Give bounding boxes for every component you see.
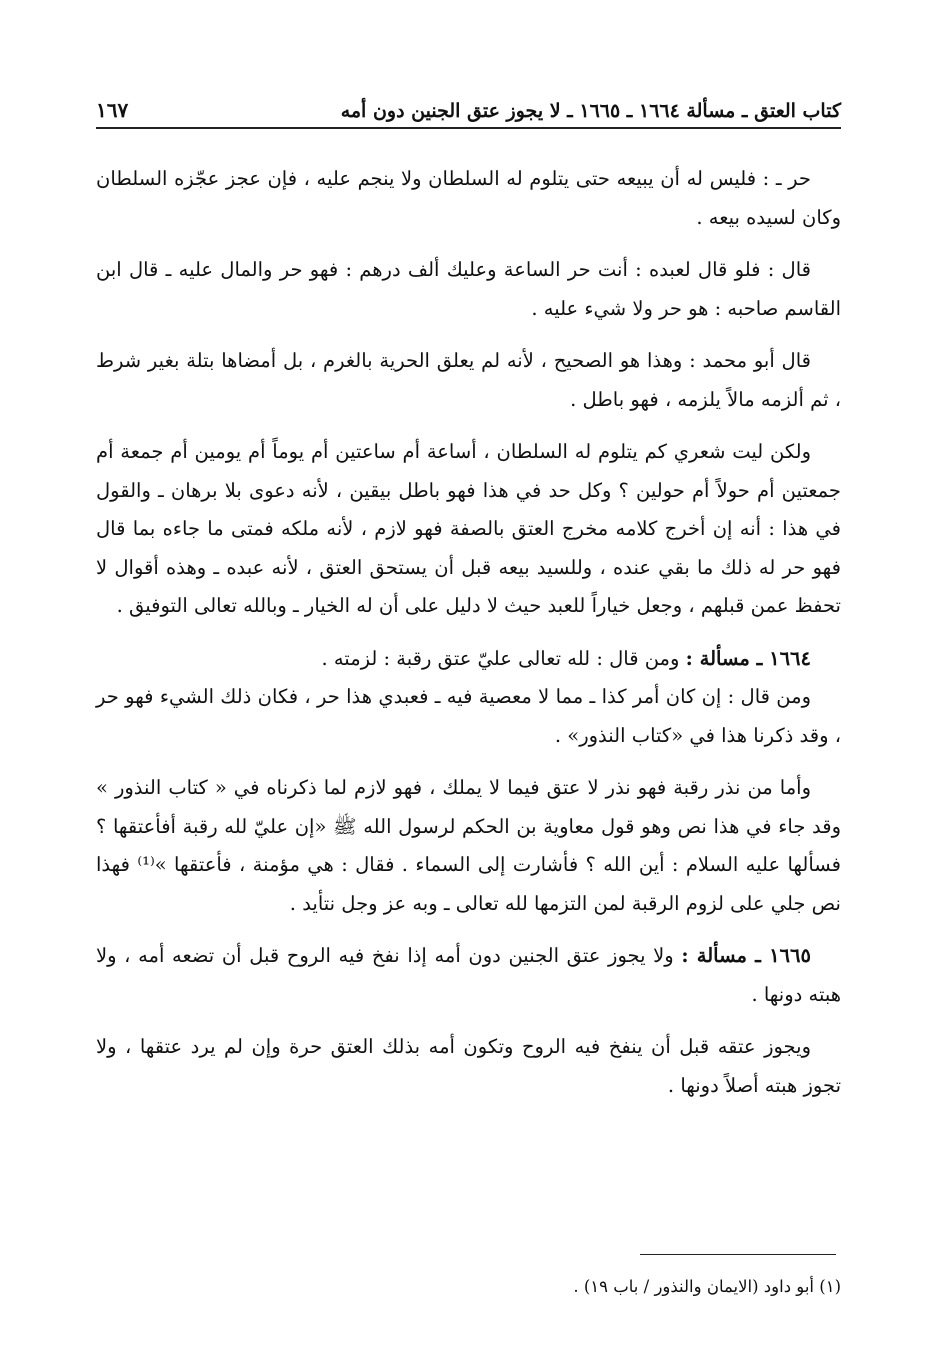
paragraph: ويجوز عتقه قبل أن ينفخ فيه الروح وتكون أمه بذلك العتق حرة وإن لم يرد عتقها ، ولا تجوز هبته أصلاً دونها .: [96, 1035, 841, 1097]
issue-label: ١٦٦٤ ـ مسألة :: [685, 646, 811, 670]
paragraph: ولكن ليت شعري كم يتلوم له السلطان ، أساعة أم ساعتين أم يوماً أم يومين أم جمعة أم جمعتين أم حولاً أم حولين ؟ وكل حد في هذا فهو باطل بيقين ، لأنه دعوى بلا برهان ـ والقول في هذا : أنه إن أخرج كلامه مخرج العتق بالصفة فهو لازم ، لأنه ملكه فمتى ما جاءه بما قال فهو حر له ذلك ما بقي عنده ، وللسيد بيعه قبل أن يستحق العتق ، لأنه عبده ـ وهذه أقوال لا تحفظ عمن قبلهم ، وجعل خياراً للعبد حيث لا دليل على أن له الخيار ـ وبالله تعالى التوفيق .: [96, 440, 841, 617]
issue-1665: ١٦٦٥ ـ مسألة : ولا يجوز عتق الجنين دون أمه إذا نفخ فيه الروح قبل أن تضعه أمه ، ولا هبته دونها .: [96, 944, 841, 1006]
issue-label: ١٦٦٥ ـ مسألة :: [681, 944, 811, 967]
header-title: كتاب العتق ـ مسألة ١٦٦٤ ـ ١٦٦٥ ـ لا يجوز عتق الجنين دون أمه: [340, 100, 841, 122]
issue-1664: ١٦٦٤ ـ مسألة : ومن قال : لله تعالى عليّ عتق رقبة : لزمته .: [321, 646, 811, 670]
paragraph: قال : فلو قال لعبده : أنت حر الساعة وعليك ألف درهم : فهو حر والمال عليه ـ قال ابن القاسم صاحبه : هو حر ولا شيء عليه .: [96, 258, 841, 320]
footnote: (١) أبو داود (الايمان والنذور / باب ١٩) .: [573, 1277, 841, 1296]
footnote-rule: [640, 1254, 836, 1255]
main-text: [96, 160, 841, 1119]
running-header: [96, 86, 841, 122]
page-number: ١٦٧: [96, 98, 129, 122]
paragraph: قال أبو محمد : وهذا هو الصحيح ، لأنه لم يعلق الحرية بالغرم ، بل أمضاها بتلة بغير شرط ، ثم ألزمه مالاً يلزمه ، فهو باطل .: [96, 349, 841, 411]
paragraph: وأما من نذر رقبة فهو نذر لا عتق فيما لا يملك ، فهو لازم لما ذكرناه في « كتاب النذور » وقد جاء في هذا نص وهو قول معاوية بن الحكم لرسول الله ﷺ «إن عليّ لله رقبة أفأعتقها ؟ فسألها عليه السلام : أين الله ؟ فأشارت إلى السماء . فقال : هي مؤمنة ، فأعتقها »⁽¹⁾ فهذا نص جلي على لزوم الرقبة لمن التزمها لله تعالى ـ وبه عز وجل نتأيد .: [96, 776, 841, 915]
paragraph: حر ـ : فليس له أن يبيعه حتى يتلوم له السلطان ولا ينجم عليه ، فإن عجز عجّزه السلطان وكان لسيده بيعه .: [96, 167, 841, 229]
header-rule: [96, 127, 841, 129]
paragraph: ومن قال : إن كان أمر كذا ـ مما لا معصية فيه ـ فعبدي هذا حر ، فكان ذلك الشيء فهو حر ، وقد ذكرنا هذا في «كتاب النذور» .: [96, 685, 841, 747]
